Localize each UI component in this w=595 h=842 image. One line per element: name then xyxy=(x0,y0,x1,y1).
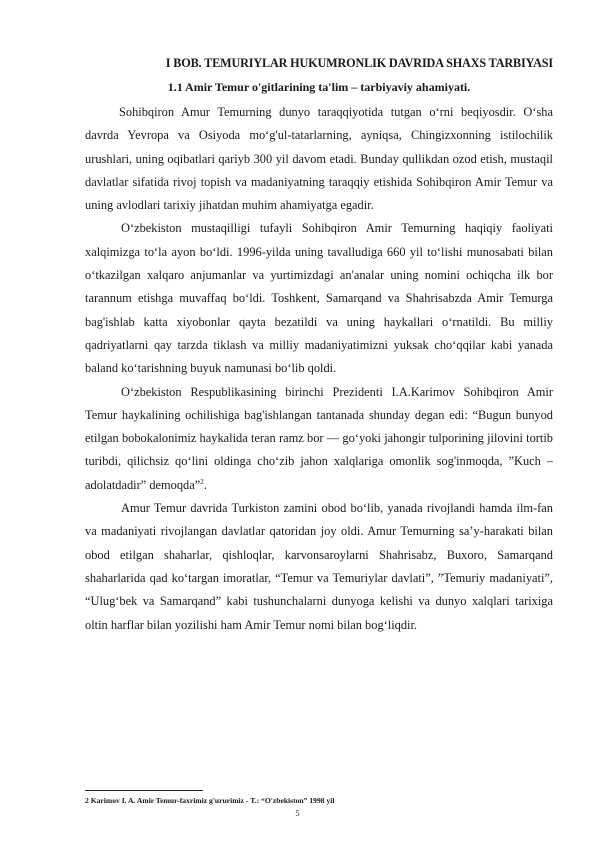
paragraph-3 xyxy=(85,381,553,497)
paragraph-2: O‘zbekiston mustaqilligi tufayli Sohibqiron Amir Temurning haqiqiy faoliyati xalqimizga to‘la ayon bo‘ldi. 1996-yilda uning tavalludiga 660 yil to‘lishi munosabati bilan o‘tkazilgan xalqaro anjumanlar va yurtimizdagi an'analar uning nomini ochiqcha ilk bor tarannum etishga muvaffaq bo‘ldi. Toshkent, Samarqand va Shahrisabzda Amir Temurga bag'ishlab katta xiyobonlar qayta bezatildi va uning haykallari o‘rnatildi. Bu milliy qadriyatlarni qay tarzda tiklash va milliy madaniyatimizni yuksak cho‘qqilar kabi yanada baland ko‘tarishning buyuk namunasi bo‘lib qoldi. xyxy=(85,221,553,376)
paragraph-4: Amur Temur davrida Turkiston zamini obod bo‘lib, yanada rivojlandi hamda ilm-fan va madaniyati rivojlangan davlatlar qatoridan joy oldi. Amur Temurning sa’y-harakati bilan obod etilgan shaharlar, qishloqlar, karvonsaroylarni Shahrisabz, Buxoro, Samarqand shaharlarida qad ko‘targan imoratlar, “Temur va Temuriylar davlati”, ”Temuriy madaniyati”, “Ulug‘bek va Samarqand” kabi tushunchalarni dunyoga kelishi va dunyo xalqlari tarixiga oltin harflar bilan yozilishi ham Amir Temur nomi bilan bog‘liqdir. xyxy=(85,501,553,632)
footnote: 2 Karimov I. A. Amir Temur-faxrimiz g'ururimiz - T.: “O'zbekiston” 1998 yil xyxy=(85,796,335,805)
paragraph-1: Sohibqiron Amur Temurning dunyo taraqqiyotida tutgan o‘rni beqiyosdir. O‘sha davrda Yevropa va Osiyoda mo‘g'ul-tatarlarning, ayniqsa, Chingizxonning istilochilik urushlari, uning oqibatlari qariyb 300 yil davom etadi. Bunday qullikdan ozod etish, mustaqil davlatlar sifatida rivoj topish va madaniyatning taraqqiy etishida Sohibqiron Amir Temur va uning avlodlari tarixiy jihatdan muhim ahamiyatga egadir. xyxy=(85,105,553,213)
paragraph-3-text: O‘zbekiston Respublikasining birinchi Prezidenti I.A.Karimov Sohibqiron Amir Temur haykalining ochilishiga bag'ishlangan tantanada shunday degan edi: “Bugun bunyod etilgan bobokalonimiz haykalida teran ramz bor — go‘yoki jahongir tulporining jilovini tortib turibdi, qilichsiz qo‘lini oldinga cho‘zib jahon xalqlariga omonlik sog'inmoqda, ”Kuch – adolatdadir” demoqda” xyxy=(85,384,553,492)
page-content xyxy=(85,55,553,637)
footnote-reference[interactable]: 2 xyxy=(200,477,204,486)
paragraph-3-tail: . xyxy=(203,477,207,492)
page-number: 5 xyxy=(295,808,300,818)
section-title: 1.1 Amir Temur o'gitlarining ta'lim – tarbiyaviy ahamiyati. xyxy=(167,80,471,94)
chapter-title: I BOB. TEMURIYLAR HUKUMRONLIK DAVRIDA SHAXS TARBIYASI xyxy=(165,56,553,70)
footnote-divider xyxy=(85,790,203,791)
